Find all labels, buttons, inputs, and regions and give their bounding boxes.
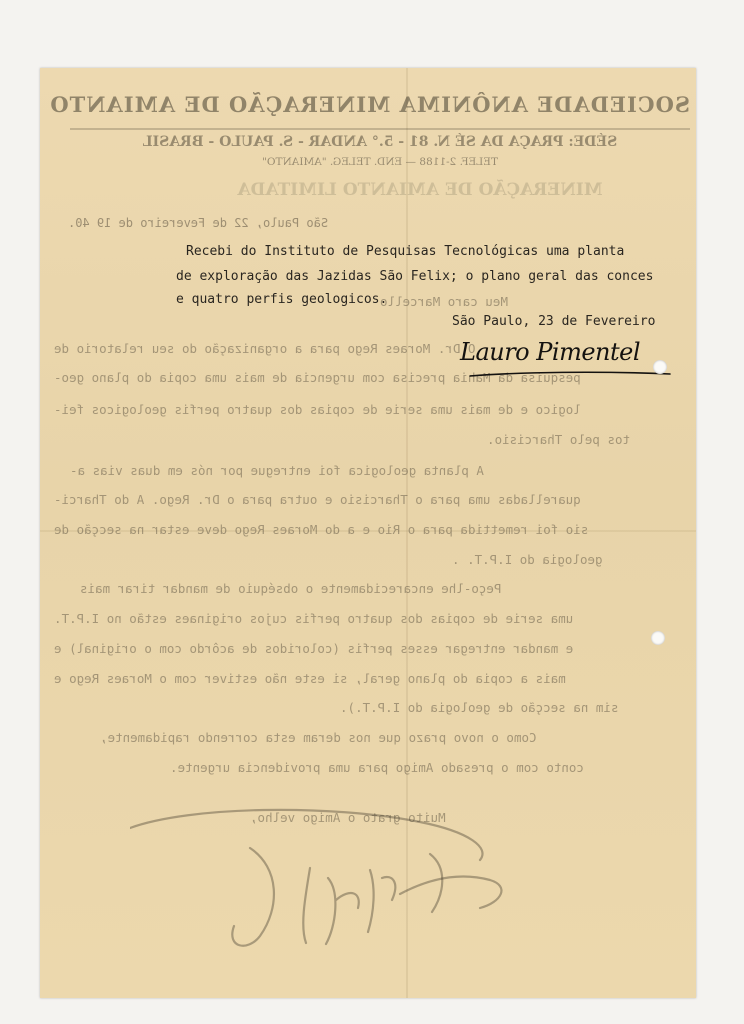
receipt-signature: Lauro Pimentel bbox=[460, 338, 641, 366]
punch-hole bbox=[651, 631, 665, 645]
bleed-body-line: mais a copia do plano geral, si este não estiver com o Moraes Rego e bbox=[54, 671, 566, 686]
signature-underline-drawing bbox=[460, 368, 680, 382]
receipt-line: Recebi do Instituto de Pesquisas Tecnológicas uma planta bbox=[186, 244, 625, 259]
letterhead-address: SÉDE: PRAÇA DA SÉ N. 81 - 5.° ANDAR - S. PAULO - BRASIL bbox=[142, 134, 618, 150]
bleed-body-line: conto com o presado Amigo para uma providencia urgente. bbox=[170, 760, 584, 775]
bleed-signature-drawing bbox=[130, 808, 550, 968]
bleed-body-line: tos pelo Tharcisio. bbox=[487, 432, 630, 447]
letterhead-subsidiary: MINERAÇÃO DE AMIANTO LIMITADA bbox=[237, 180, 603, 200]
punch-hole bbox=[653, 360, 667, 374]
bleed-body-line: quarelladas uma para o Tharcisio e outra para o Dr. Rego. A do Tharci- bbox=[54, 492, 581, 507]
bleed-body-line: uma serie de copias dos quatro perfis cujos originaes estão no I.P.T. bbox=[54, 611, 574, 626]
bleed-body-line: pesquisa da Mahia precisa com urgencia de mais uma copia do plano geo- bbox=[54, 370, 581, 385]
bleed-body-line: sio foi remettida para o Rio e a do Moraes Rego deve estar na secção de bbox=[54, 522, 589, 537]
receipt-line: e quatro perfis geologicos. bbox=[176, 292, 388, 307]
bleed-body-line: O Dr. Moraes Rego para a organização do seu relatorio de bbox=[54, 341, 476, 356]
bleed-body-line: sim na secção de geologia do I.P.T.). bbox=[340, 700, 619, 715]
bleed-closing: Muito grato o Amigo velho, bbox=[250, 810, 446, 825]
bleed-body-line: A planta geologica foi entregue por nós em duas vias a- bbox=[70, 463, 484, 478]
bleed-body-line: logico e de mais uma serie de copias dos quatro perfis geologicos fei- bbox=[54, 402, 581, 417]
bleed-salutation: Meu caro Marcello bbox=[380, 294, 508, 309]
letterhead-contact: TELEF. 2-1188 — END. TELEG. "AMIANTO" bbox=[262, 156, 498, 168]
bleed-date-line: São Paulo, 22 de Fevereiro de 19 40. bbox=[68, 216, 329, 230]
bleed-body-line: e mandar entregar esses perfis (coloridos de acôrdo com o original) e bbox=[54, 641, 574, 656]
letterhead-company: SOCIEDADE ANÔNIMA MINERAÇÃO DE AMIANTO bbox=[49, 92, 690, 117]
bleed-body-line: geologia do I.P.T. . bbox=[452, 552, 603, 567]
paper-sheet bbox=[40, 68, 696, 998]
bleed-body-line: Como o novo prazo que nos deram esta correndo rapidamente, bbox=[100, 730, 537, 745]
bleed-body-line: Peço-lhe encarecidamente o obséquio de mandar tirar mais bbox=[80, 581, 502, 596]
letterhead-rule bbox=[70, 128, 690, 130]
receipt-date: São Paulo, 23 de Fevereiro bbox=[452, 314, 656, 329]
receipt-line: de exploração das Jazidas São Felix; o plano geral das conces bbox=[176, 269, 654, 284]
